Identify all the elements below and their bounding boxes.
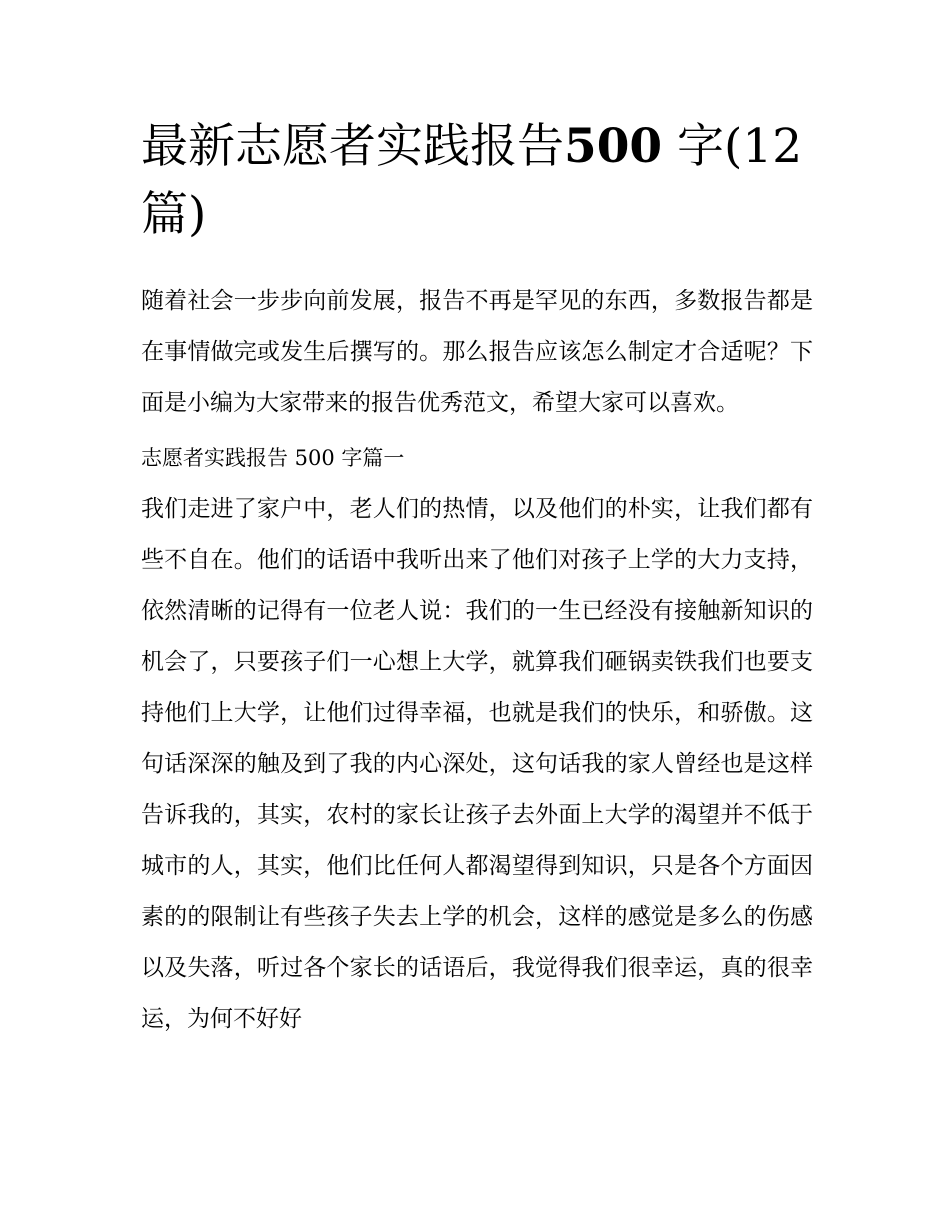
title-prefix: 最新志愿者实践报告 <box>141 119 564 174</box>
document-title <box>141 113 813 249</box>
document-content <box>141 113 813 1045</box>
section-heading: 志愿者实践报告 500 字篇一 <box>141 446 405 470</box>
title-suffix: 字(12 篇) <box>141 119 803 242</box>
title-number: 500 <box>564 119 663 174</box>
section-body-paragraph: 我们走进了家户中，老人们的热情，以及他们的朴实，让我们都有些不自在。他们的话语中我听出来了他们对孩子上学的大力支持，依然清晰的记得有一位老人说：我们的一生已经没有接触新知识的机会了，只要孩子们一心想上大学，就算我们砸锅卖铁我们也要支持他们上大学，让他们过得幸福，也就是我们的快乐，和骄傲。这句话深深的触及到了我的内心深处，这句话我的家人曾经也是这样告诉我的，其实，农村的家长让孩子去外面上大学的渴望并不低于城市的人，其实，他们比任何人都渴望得到知识，只是各个方面因素的的限制让有些孩子失去上学的机会，这样的感觉是多么的伤感以及失落，听过各个家长的话语后，我觉得我们很幸运，真的很幸运，为何不好好 <box>141 496 813 1032</box>
intro-paragraph: 随着社会一步步向前发展，报告不再是罕见的东西，多数报告都是在事情做完或发生后撰写的。那么报告应该怎么制定才合适呢？下面是小编为大家带来的报告优秀范文，希望大家可以喜欢。 <box>141 288 813 416</box>
